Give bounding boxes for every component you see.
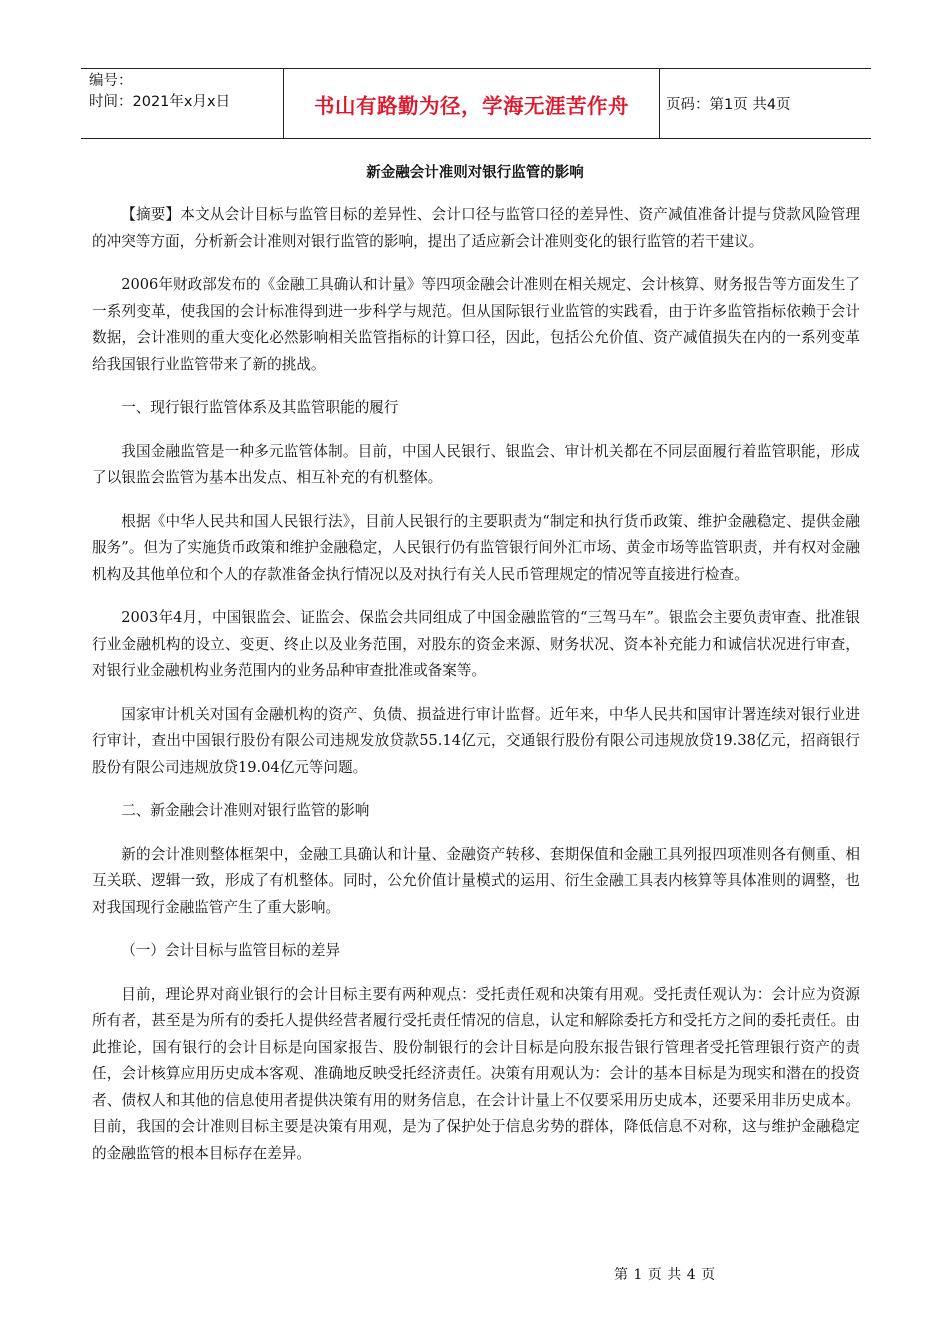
paragraph: 2003年4月，中国银监会、证监会、保监会共同组成了中国金融监管的“三驾马车”。银监会主要负责审查、批准银行业金融机构的设立、变更、终止以及业务范围，对股东的资金来源、财务状况、资本补充能力和诚信状况进行审查，对银行业金融机构业务范围内的业务品种审查批准或备案等。	[92, 609, 860, 679]
subsection-heading: （一）会计目标与监管目标的差异	[121, 942, 341, 959]
document-number-label: 编号：	[89, 73, 133, 89]
page-footer: 第 1 页 共 4 页	[614, 1267, 716, 1283]
section-heading: 二、新金融会计准则对银行监管的影响	[121, 802, 370, 819]
paragraph: 国家审计机关对国有金融机构的资产、负债、损益进行审计监督。近年来，中华人民共和国审计署连续对银行业进行审计，查出中国银行股份有限公司违规发放贷款55.14亿元，交通银行股份有限公司违规放贷19.38亿元，招商银行股份有限公司违规放贷19.04亿元等问题。	[92, 705, 860, 776]
header-page-number: 页码：第1页 共4页	[666, 97, 791, 113]
document-title: 新金融会计准则对银行监管的影响	[366, 165, 584, 181]
header-meta	[81, 69, 284, 138]
paragraph: 目前，理论界对商业银行的会计目标主要有两种观点：受托责任观和决策有用观。受托责任观认为：会计应为资源所有者，甚至是为所有的委托人提供经营者履行受托责任情况的信息，认定和解除委托方和受托方之间的委托责任。由此推论，国有银行的会计目标是向国家报告、股份制银行的会计目标是向股东报告银行管理者受托管理银行资产的责任，会计核算应用历史成本客观、准确地反映受托经济责任。决策有用观认为：会计的基本目标是为现实和潜在的投资者、债权人和其他的信息使用者提供决策有用的财务信息，在会计计量上不仅要采用历史成本，还要采用非历史成本。目前，我国的会计准则目标主要是决策有用观，是为了保护处于信息劣势的群体，降低信息不对称，这与维护金融稳定的金融监管的根本目标存在差异。	[92, 985, 860, 1162]
paragraph: 我国金融监管是一种多元监管体制。目前，中国人民银行、银监会、审计机关都在不同层面履行着监管职能，形成了以银监会监管为基本出发点、相互补充的有机整体。	[92, 442, 860, 486]
paragraph-abstract: 【摘要】本文从会计目标与监管目标的差异性、会计口径与监管口径的差异性、资产减值准备计提与贷款风险管理的冲突等方面，分析新会计准则对银行监管的影响，提出了适应新会计准则变化的银行监管的若干建议。	[92, 206, 860, 250]
paragraph: 2006年财政部发布的《金融工具确认和计量》等四项金融会计准则在相关规定、会计核算、财务报告等方面发生了一系列变革，使我国的会计标准得到进一步科学与规范。但从国际银行业监管的实践看，由于许多监管指标依赖于会计数据，会计准则的重大变化必然影响相关监管指标的计算口径，因此，包括公允价值、资产减值损失在内的一系列变革给我国银行业监管带来了新的挑战。	[92, 276, 860, 373]
header-motto: 书山有路勤为径，学海无涯苦作舟	[284, 69, 660, 138]
document-body	[92, 202, 860, 1184]
document-date-label: 时间：2021年x月x日	[89, 94, 231, 110]
paragraph: 根据《中华人民共和国人民银行法》，目前人民银行的主要职责为“制定和执行货币政策、维护金融稳定、提供金融服务”。但为了实施货币政策和维护金融稳定，人民银行仍有监管银行间外汇市场、黄金市场等监管职责，并有权对金融机构及其他单位和个人的存款准备金执行情况以及对执行有关人民币管理规定的情况等直接进行检查。	[92, 512, 860, 583]
section-heading: 一、现行银行监管体系及其监管职能的履行	[121, 399, 399, 416]
page-header	[81, 68, 871, 139]
paragraph: 新的会计准则整体框架中，金融工具确认和计量、金融资产转移、套期保值和金融工具列报四项准则各有侧重、相互关联、逻辑一致，形成了有机整体。同时，公允价值计量模式的运用、衍生金融工具表内核算等具体准则的调整，也对我国现行金融监管产生了重大影响。	[92, 845, 860, 916]
